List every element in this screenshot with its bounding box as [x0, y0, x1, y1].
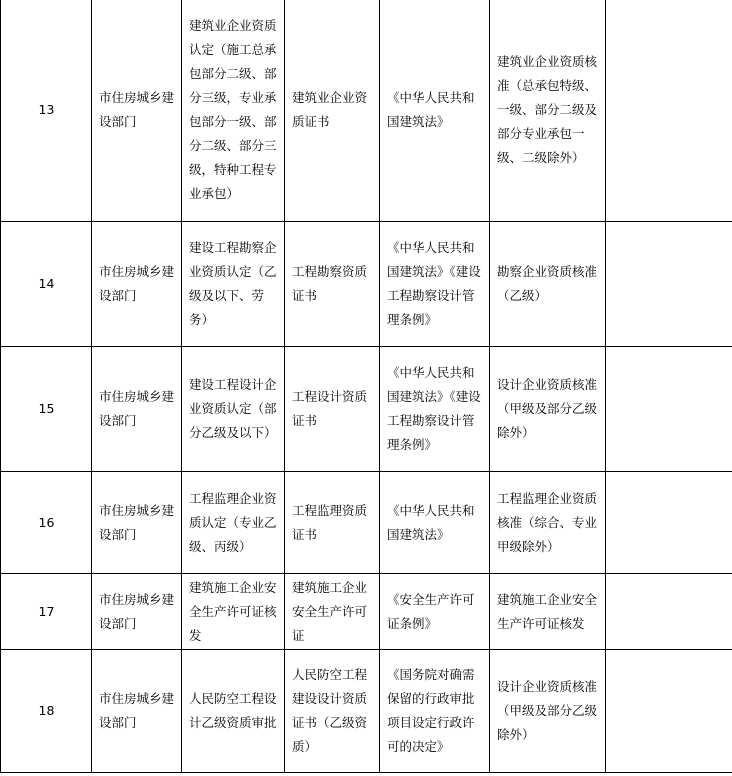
approval-item-cell: 建筑业企业资质认定（施工总承包部分二级、部分三级，专业承包部分一级、部分二级、部分三级，特种工程专业承包） [182, 0, 285, 222]
legal-basis-cell: 《中华人民共和国建筑法》 [380, 0, 490, 222]
department-cell: 市住房城乡建设部门 [92, 472, 182, 574]
remark-cell [606, 574, 732, 650]
approval-item-cell: 建设工程设计企业资质认定（部分乙级及以下） [182, 347, 285, 472]
original-item-cell: 建筑施工企业安全生产许可证核发 [490, 574, 606, 650]
legal-basis-cell: 《中华人民共和国建筑法》《建设工程勘察设计管理条例》 [380, 347, 490, 472]
remark-cell [606, 347, 732, 472]
legal-basis-cell: 《国务院对确需保留的行政审批项目设定行政许可的决定》 [380, 650, 490, 773]
legal-basis-cell: 《安全生产许可证条例》 [380, 574, 490, 650]
legal-basis-cell: 《中华人民共和国建筑法》《建设工程勘察设计管理条例》 [380, 222, 490, 347]
license-name-cell: 建筑施工企业安全生产许可证 [285, 574, 380, 650]
row-number: 17 [1, 574, 92, 650]
original-item-cell: 勘察企业资质核准（乙级） [490, 222, 606, 347]
original-item-cell: 工程监理企业资质核准（综合、专业甲级除外） [490, 472, 606, 574]
row-number: 16 [1, 472, 92, 574]
row-number: 14 [1, 222, 92, 347]
original-item-cell: 设计企业资质核准（甲级及部分乙级除外） [490, 347, 606, 472]
table-row [1, 472, 732, 574]
remark-cell [606, 222, 732, 347]
license-name-cell: 工程勘察资质证书 [285, 222, 380, 347]
original-item-cell: 建筑业企业资质核准（总承包特级、一级、部分二级及部分专业承包一级、二级除外） [490, 0, 606, 222]
approval-item-cell: 建设工程勘察企业资质认定（乙级及以下、劳务） [182, 222, 285, 347]
license-name-cell: 人民防空工程建设设计资质证书（乙级资质） [285, 650, 380, 773]
table-row [1, 574, 732, 650]
department-cell: 市住房城乡建设部门 [92, 0, 182, 222]
remark-cell [606, 472, 732, 574]
table-row [1, 0, 732, 222]
remark-cell [606, 650, 732, 773]
department-cell: 市住房城乡建设部门 [92, 347, 182, 472]
legal-basis-cell: 《中华人民共和国建筑法》 [380, 472, 490, 574]
license-name-cell: 工程设计资质证书 [285, 347, 380, 472]
approval-item-cell: 人民防空工程设计乙级资质审批 [182, 650, 285, 773]
remark-cell [606, 0, 732, 222]
row-number: 15 [1, 347, 92, 472]
license-name-cell: 工程监理资质证书 [285, 472, 380, 574]
table-row [1, 347, 732, 472]
row-number: 13 [1, 0, 92, 222]
department-cell: 市住房城乡建设部门 [92, 650, 182, 773]
row-number: 18 [1, 650, 92, 773]
license-name-cell: 建筑业企业资质证书 [285, 0, 380, 222]
table-row [1, 650, 732, 773]
original-item-cell: 设计企业资质核准（甲级及部分乙级除外） [490, 650, 606, 773]
department-cell: 市住房城乡建设部门 [92, 574, 182, 650]
department-cell: 市住房城乡建设部门 [92, 222, 182, 347]
approval-item-cell: 工程监理企业资质认定（专业乙级、丙级） [182, 472, 285, 574]
table-row [1, 222, 732, 347]
approval-item-cell: 建筑施工企业安全生产许可证核发 [182, 574, 285, 650]
